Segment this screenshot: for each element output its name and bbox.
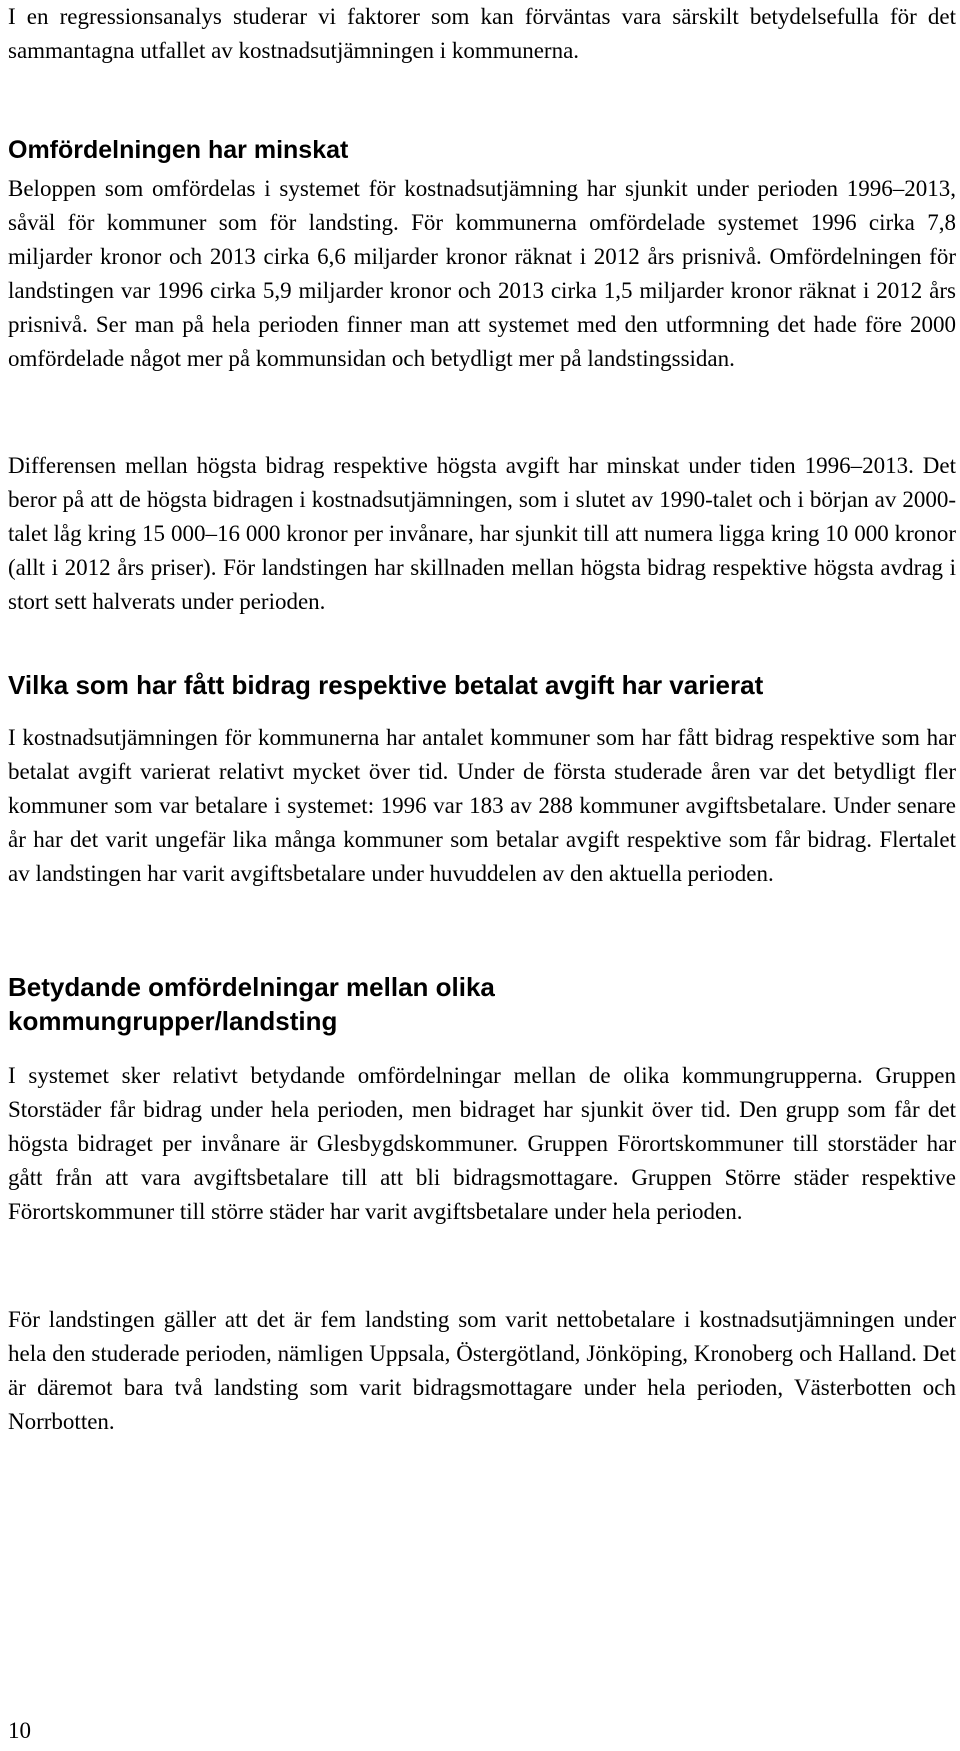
- heading-bidrag-avgift: Vilka som har fått bidrag respektive betalat avgift har varierat: [8, 670, 764, 700]
- omfordelning-paragraph-1: Beloppen som omfördelas i systemet för kostnadsutjämning har sjunkit under perioden 1996–2013, såväl för kommuner som för landsting. För kommunerna omfördelade systemet 1996 cirka 7,8 miljarder kronor och 2013 cirka 6,6 miljarder kronor räknat i 2012 års prisnivå. Omfördelningen för landstingen var 1996 cirka 5,9 miljarder kronor och 2013 cirka 1,5 miljarder kronor räknat i 2012 års prisnivå. Ser man på hela perioden finner man att systemet med den utformning det hade före 2000 omfördelade något mer på kommunsidan och betydligt mer på landstingssidan.: [8, 176, 956, 371]
- heading-omfordelningen: Omfördelningen har minskat: [8, 136, 349, 164]
- landsting-paragraph: För landstingen gäller att det är fem landsting som varit nettobetalare i kostnadsutjämningen under hela den studerade perioden, nämligen Uppsala, Östergötland, Jönköping, Kronoberg och Halland. Det är däremot bara två landsting som varit bidragsmottagare under hela perioden, Västerbotten och Norrbotten.: [8, 1307, 956, 1434]
- omfordelning-paragraph-2: Differensen mellan högsta bidrag respektive högsta avgift har minskat under tiden 1996–2013. Det beror på att de högsta bidragen i kostnadsutjämningen, som i slutet av 1990-talet och i början av 2000-talet låg kring 15 000–16 000 kronor per invånare, har sjunkit till att numera ligga kring 10 000 kronor (allt i 2012 års priser). För landstingen har skillnaden mellan högsta bidrag respektive högsta avdrag i stort sett halverats under perioden.: [8, 453, 956, 614]
- kommungrupper-paragraph: I systemet sker relativt betydande omfördelningar mellan de olika kommungrupperna. Gruppen Storstäder får bidrag under hela perioden, men bidraget har sjunkit över tid. Den grupp som får det högsta bidraget per invånare är Glesbygdskommuner. Gruppen Förortskommuner till storstäder har gått från att vara avgiftsbetalare till att bli bidragsmottagare. Gruppen Större städer respektive Förortskommuner till större städer har varit avgiftsbetalare under hela perioden.: [8, 1063, 956, 1224]
- bidrag-avgift-paragraph: I kostnadsutjämningen för kommunerna har antalet kommuner som har fått bidrag respektive som har betalat avgift varierat relativt mycket över tid. Under de första studerade åren var det betydligt fler kommuner som var betalare i systemet: 1996 var 183 av 288 kommuner avgiftsbetalare. Under senare år har det varit ungefär lika många kommuner som betalar avgift respektive som får bidrag. Flertalet av landstingen har varit avgiftsbetalare under huvuddelen av den aktuella perioden.: [8, 725, 956, 886]
- intro-paragraph: I en regressionsanalys studerar vi faktorer som kan förväntas vara särskilt betydelsefulla för det sammantagna utfallet av kostnadsutjämningen i kommunerna.: [8, 4, 956, 63]
- page-number: 10: [8, 1718, 31, 1743]
- heading-kommungrupper: Betydande omfördelningar mellan olika kommungrupper/landsting: [8, 972, 495, 1036]
